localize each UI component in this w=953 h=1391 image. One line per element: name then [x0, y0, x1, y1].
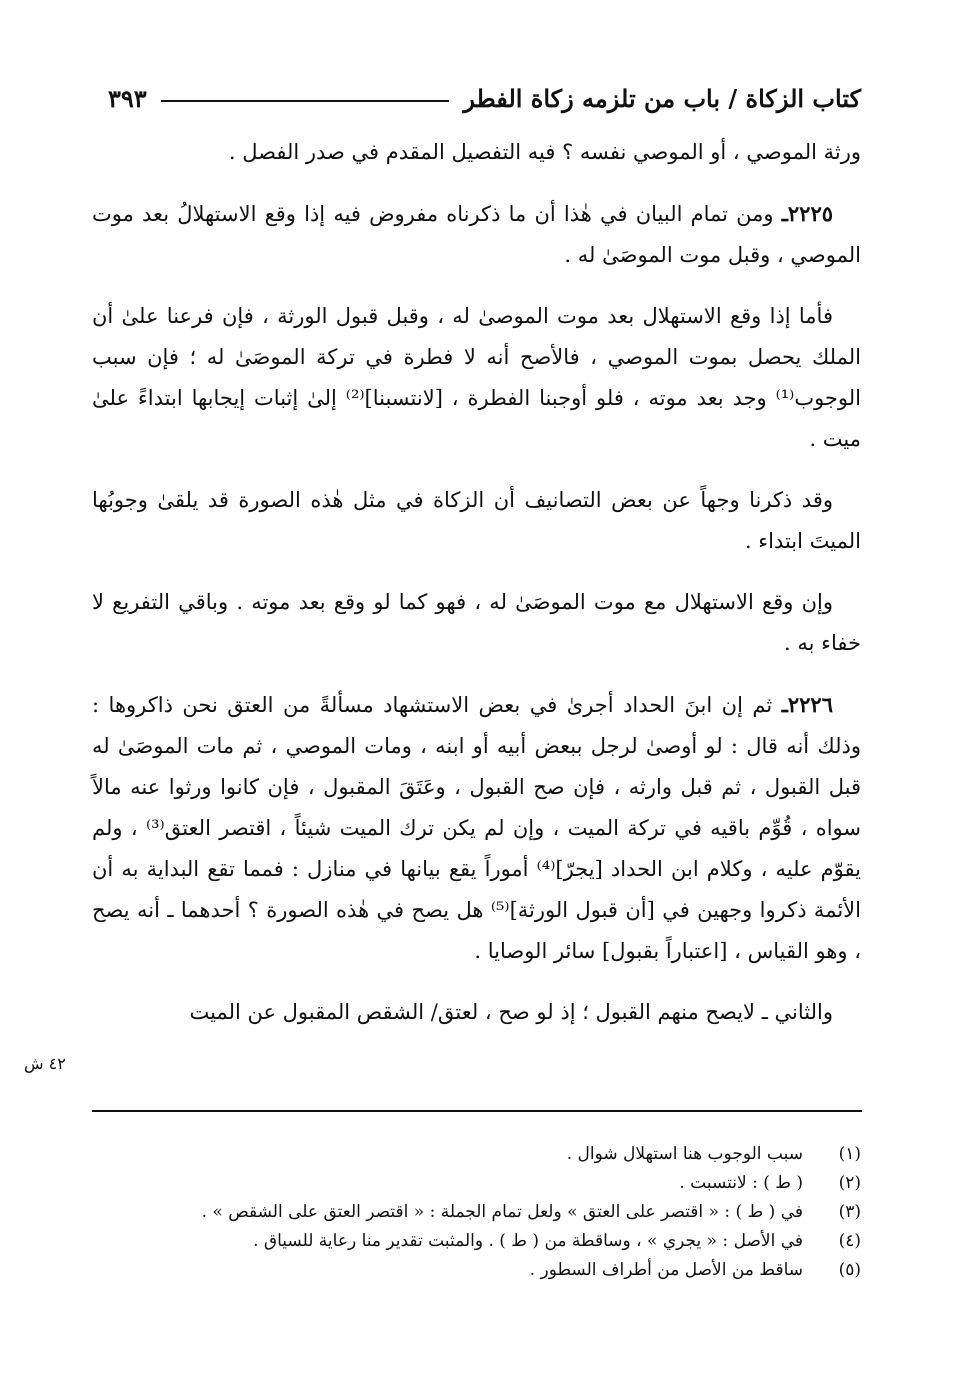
footnote-text: ( ط ) : لانتسبت .	[679, 1173, 803, 1193]
paragraph	[92, 193, 861, 276]
footnote	[120, 1227, 861, 1256]
footnote	[120, 1140, 861, 1169]
footnote-divider	[92, 1110, 862, 1112]
paragraph	[92, 132, 861, 173]
paragraph-text: فأما إذا وقع الاستهلال بعد موت الموصىٰ له ، وقبل قبول الورثة ، فإن فرعنا علىٰ أن الملك يحصل بموت الموصي ، فالأصح أنه لا فطرة في تركة الموصَىٰ له ؛ فإن سبب الوجوب⁽¹⁾ وجد بعد موته ، فلو أوجبنا الفطرة ، [لانتسبنا]⁽²⁾ إلىٰ إثبات إيجابها ابتداءً علىٰ ميت .	[92, 304, 861, 451]
footnote-number: (٤)	[838, 1231, 861, 1251]
header-rule	[161, 100, 450, 102]
main-text	[92, 132, 861, 1053]
footnote	[120, 1256, 861, 1285]
paragraph	[92, 992, 861, 1033]
header-title: كتاب الزكاة / باب من تلزمه زكاة الفطر	[463, 83, 861, 113]
paragraph	[92, 582, 861, 664]
paragraph-text: ومن تمام البيان في هٰذا أن ما ذكرناه مفروض فيه إذا وقع الاستهلالُ بعد موت الموصي ، وقبل موت الموصَىٰ له .	[92, 202, 861, 267]
paragraph	[92, 684, 861, 972]
paragraph	[92, 296, 861, 460]
paragraph-text: وإن وقع الاستهلال مع موت الموصَىٰ له ، فهو كما لو وقع بعد موته . وباقي التفريع لا خفاء به .	[92, 590, 861, 655]
footnote-number: (٣)	[838, 1202, 861, 1222]
footnote-text: سبب الوجوب هنا استهلال شوال .	[566, 1144, 803, 1164]
footnote-number: (١)	[838, 1144, 861, 1164]
paragraph-number: ٢٢٢٦ـ	[781, 692, 833, 717]
footnote-number: (٥)	[838, 1260, 861, 1280]
footnote-text: ساقط من الأصل من أطراف السطور .	[529, 1260, 803, 1280]
page-number: ٣٩٣	[108, 83, 147, 113]
paragraph-text: وقد ذكرنا وجهاً عن بعض التصانيف أن الزكاة في مثل هٰذه الصورة قد يلقىٰ وجوبُها الميتَ ابتداء .	[92, 488, 861, 553]
footnote-text: في الأصل : « يجري » ، وساقطة من ( ط ) . والمثبت تقدير منا رعاية للسياق .	[253, 1231, 803, 1251]
margin-folio-note: ٤٢ ش	[24, 1054, 66, 1073]
paragraph-text: ثم إن ابنَ الحداد أجرىٰ في بعض الاستشهاد مسألةً من العتق نحن ذاكروها : وذلك أنه قال : لو أوصىٰ لرجل ببعض أبيه أو ابنه ، ومات الموصي ، ثم مات الموصَىٰ له قبل القبول ، ثم قبل وارثه ، فإن صح القبول ، وعَتَقَ المقبول ، فإن كانوا ورثوا عنه مالاً سواه ، قُوِّم باقيه في تركة الميت ، وإن لم يكن ترك الميت شيئاً ، اقتصر العتق⁽³⁾ ، ولم يقوّم عليه ، وكلام ابن الحداد [يجرّ]⁽⁴⁾ أموراً يقع بيانها في منازل : فمما تقع البداية به أن الأئمة ذكروا وجهين في [أن قبول الورثة]⁽⁵⁾ هل يصح في هٰذه الصورة ؟ أحدهما ـ أنه يصح ، وهو القياس ، [اعتباراً بقبول] سائر الوصايا .	[92, 693, 861, 963]
paragraph-number: ٢٢٢٥ـ	[781, 201, 834, 226]
footnote-text: في ( ط ) : « اقتصر على العتق » ولعل تمام الجملة : « اقتصر العتق على الشقص » .	[201, 1202, 803, 1222]
running-header	[108, 78, 861, 118]
footnote	[120, 1198, 861, 1227]
paragraph-text: ورثة الموصي ، أو الموصي نفسه ؟ فيه التفصيل المقدم في صدر الفصل .	[228, 140, 861, 164]
paragraph-text: والثاني ـ لايصح منهم القبول ؛ إذ لو صح ، لعتق/ الشقص المقبول عن الميت	[189, 1000, 833, 1024]
footnote-number: (٢)	[838, 1173, 861, 1193]
footnotes	[120, 1140, 861, 1285]
footnote	[120, 1169, 861, 1198]
paragraph	[92, 480, 861, 562]
